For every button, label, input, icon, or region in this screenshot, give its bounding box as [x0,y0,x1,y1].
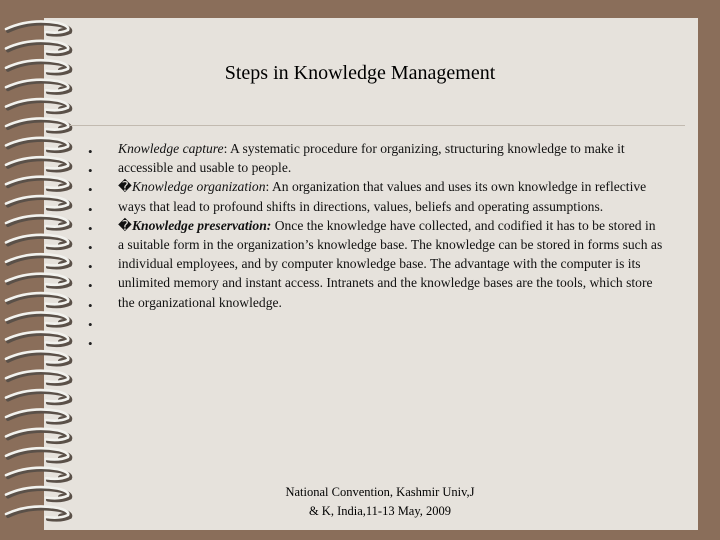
binder-ring [6,487,70,500]
binder-ring [6,99,70,112]
slide-footer [270,483,490,521]
bullet-marker: • [88,201,93,217]
binder-ring [6,312,70,325]
binder-ring [6,177,70,190]
binder-ring [6,41,70,54]
text-knowledge-capture: : A systematic procedure for organizing, structuring knowledge to make it accessible and usable to people. [118,141,625,176]
text-knowledge-organization: : An organization that values and uses its own knowledge in reflective ways that lead to profound shifts in directions, values, beliefs and operating assumptions. [118,179,647,214]
binder-ring [6,235,70,248]
bullet-marker: • [88,163,93,179]
bullet-column [88,142,100,353]
bullet-marker: • [88,220,93,236]
bullet-marker: • [88,335,93,351]
bullet-marker: • [88,278,93,294]
binder-ring [6,351,70,364]
text-knowledge-preservation: Once the knowledge have collected, and codified it has to be stored in a suitable form in the organization’s knowledge base. The knowledge can be stored in forms such as individual employees, and by computer knowledge base. The advantage with the computer is its unlimited memory and instant access. Intranets and the knowledge bases are the tools, which store the organizational knowledge. [118,217,663,310]
binder-ring [6,254,70,267]
binder-ring [6,390,70,403]
title-divider [70,125,685,126]
binder-ring [6,138,70,151]
binder-ring [6,196,70,209]
missing-glyph-1: � [118,179,132,195]
missing-glyph-2: � [118,217,132,233]
bullet-marker: • [88,297,93,313]
paragraph-knowledge-preservation [118,216,663,312]
binder-ring [6,118,70,131]
binder-ring [6,215,70,228]
binder-ring [6,371,70,384]
bullet-marker: • [88,144,93,159]
footer-line-2: & K, India,11-13 May, 2009 [308,504,452,518]
binder-ring [6,468,70,481]
slide-body [118,139,663,312]
bullet-marker: • [88,316,93,332]
bullet-marker: • [88,239,93,255]
binder-ring [6,21,70,34]
term-knowledge-preservation: Knowledge preservation: [131,217,272,233]
bullet-marker: • [88,182,93,198]
binder-rings [0,14,80,534]
term-knowledge-capture: Knowledge capture [118,141,224,156]
binder-ring [6,332,70,345]
footer-line-1: National Convention, Kashmir Univ,J [285,485,475,499]
term-knowledge-organization: Knowledge organization [131,179,266,195]
slide-title: Steps in Knowledge Management [224,62,496,84]
binder-ring [6,274,70,287]
binder-ring [6,409,70,422]
binder-ring [6,429,70,442]
binder-ring [6,448,70,461]
bullet-marker: • [88,259,93,275]
binder-ring [6,293,70,306]
binder-ring [6,157,70,170]
binder-ring [6,506,70,519]
paragraph-knowledge-capture [118,139,663,177]
paragraph-knowledge-organization [118,177,663,215]
